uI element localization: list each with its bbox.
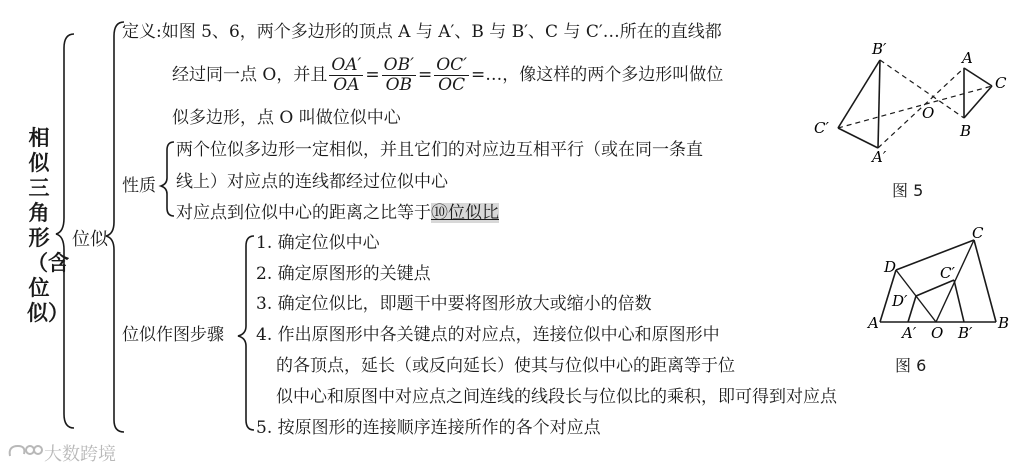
step-2: 2. 确定原图形的关键点 bbox=[256, 264, 431, 284]
fig5-label-c1: C′ bbox=[814, 119, 829, 137]
equals-1: = bbox=[365, 65, 380, 85]
fraction-oc-num: OC′ bbox=[436, 55, 468, 75]
fig6-label-c1: C′ bbox=[940, 264, 955, 282]
fraction-oa bbox=[329, 56, 363, 95]
step-5: 5. 按原图形的连接顺序连接所作的各个对应点 bbox=[256, 418, 601, 438]
fig6-label-b: B bbox=[998, 314, 1010, 332]
fig6-label-a: A bbox=[868, 314, 879, 332]
fig5-label-c: C bbox=[995, 74, 1007, 92]
fig6-label-o: O bbox=[931, 324, 944, 338]
equals-2: = bbox=[417, 65, 433, 85]
fraction-oa-num: OA′ bbox=[331, 55, 362, 75]
step-3: 3. 确定位似比，即题干中要将图形放大或缩小的倍数 bbox=[256, 294, 652, 314]
figure-5-caption: 图 5 bbox=[892, 181, 924, 200]
fig5-label-b: B bbox=[960, 122, 972, 140]
steps-label: 位似作图步骤 bbox=[122, 325, 224, 345]
step-1: 1. 确定位似中心 bbox=[256, 233, 380, 253]
fig5-label-a: A bbox=[962, 49, 973, 67]
fig6-label-b1: B′ bbox=[958, 324, 973, 338]
fig6-label-c: C bbox=[972, 226, 984, 242]
root-title: 相似三角形（含位似） bbox=[27, 126, 69, 325]
fraction-ob-den: OB bbox=[385, 75, 413, 95]
fig5-label-a1: A′ bbox=[872, 148, 887, 166]
fig6-label-d1: D′ bbox=[892, 292, 908, 310]
step-4-line-3: 似中心和原图中对应点之间连线的线段长与位似比的乘积，即可得到对应点 bbox=[276, 387, 837, 407]
definition-line-2-pre: 经过同一点 O，并且 bbox=[172, 65, 328, 85]
definition-line-2-post: =…，像这样的两个多边形叫做位 bbox=[471, 65, 724, 85]
figure-6 bbox=[860, 226, 1020, 338]
similarity-ratio-highlight: ⑩位似比 bbox=[431, 203, 499, 223]
watermark-logo-icon bbox=[6, 442, 44, 464]
fig6-label-d: D bbox=[884, 258, 897, 276]
figure-6-caption: 图 6 bbox=[895, 356, 927, 375]
fig5-label-o: O bbox=[922, 104, 935, 122]
fraction-oc-den: OC bbox=[438, 75, 466, 95]
topic-label: 位似 bbox=[72, 229, 108, 250]
property-item-1-line-1: 两个位似多边形一定相似，并且它们的对应边互相平行（或在同一条直 bbox=[176, 140, 703, 160]
fig6-label-a1: A′ bbox=[902, 324, 917, 338]
fraction-oc bbox=[434, 56, 469, 95]
figure-5 bbox=[810, 36, 1020, 176]
fraction-oa-den: OA bbox=[333, 75, 360, 95]
property-item-2 bbox=[176, 203, 499, 223]
watermark-text: 大数跨境 bbox=[44, 444, 116, 465]
property-item-2-text: 对应点到位似中心的距离之比等于 bbox=[176, 203, 431, 223]
definition-line-3: 似多边形，点 O 叫做位似中心 bbox=[172, 108, 401, 128]
watermark bbox=[6, 440, 116, 466]
fraction-ob bbox=[382, 56, 416, 95]
step-4-line-1: 4. 作出原图形中各关键点的对应点，连接位似中心和原图形中 bbox=[256, 325, 720, 345]
step-4-line-2: 的各顶点，延长（或反向延长）使其与位似中心的距离等于位 bbox=[276, 356, 735, 376]
property-label: 性质 bbox=[122, 176, 156, 196]
fraction-ob-num: OB′ bbox=[383, 55, 414, 75]
definition-line-2 bbox=[172, 56, 723, 95]
property-item-1-line-2: 线上）对应点的连线都经过位似中心 bbox=[176, 172, 448, 192]
definition-line-1: 定义:如图 5、6，两个多边形的顶点 A 与 A′、B 与 B′、C 与 C′…所在的直线都 bbox=[122, 22, 722, 42]
fig5-label-b1: B′ bbox=[872, 40, 887, 58]
